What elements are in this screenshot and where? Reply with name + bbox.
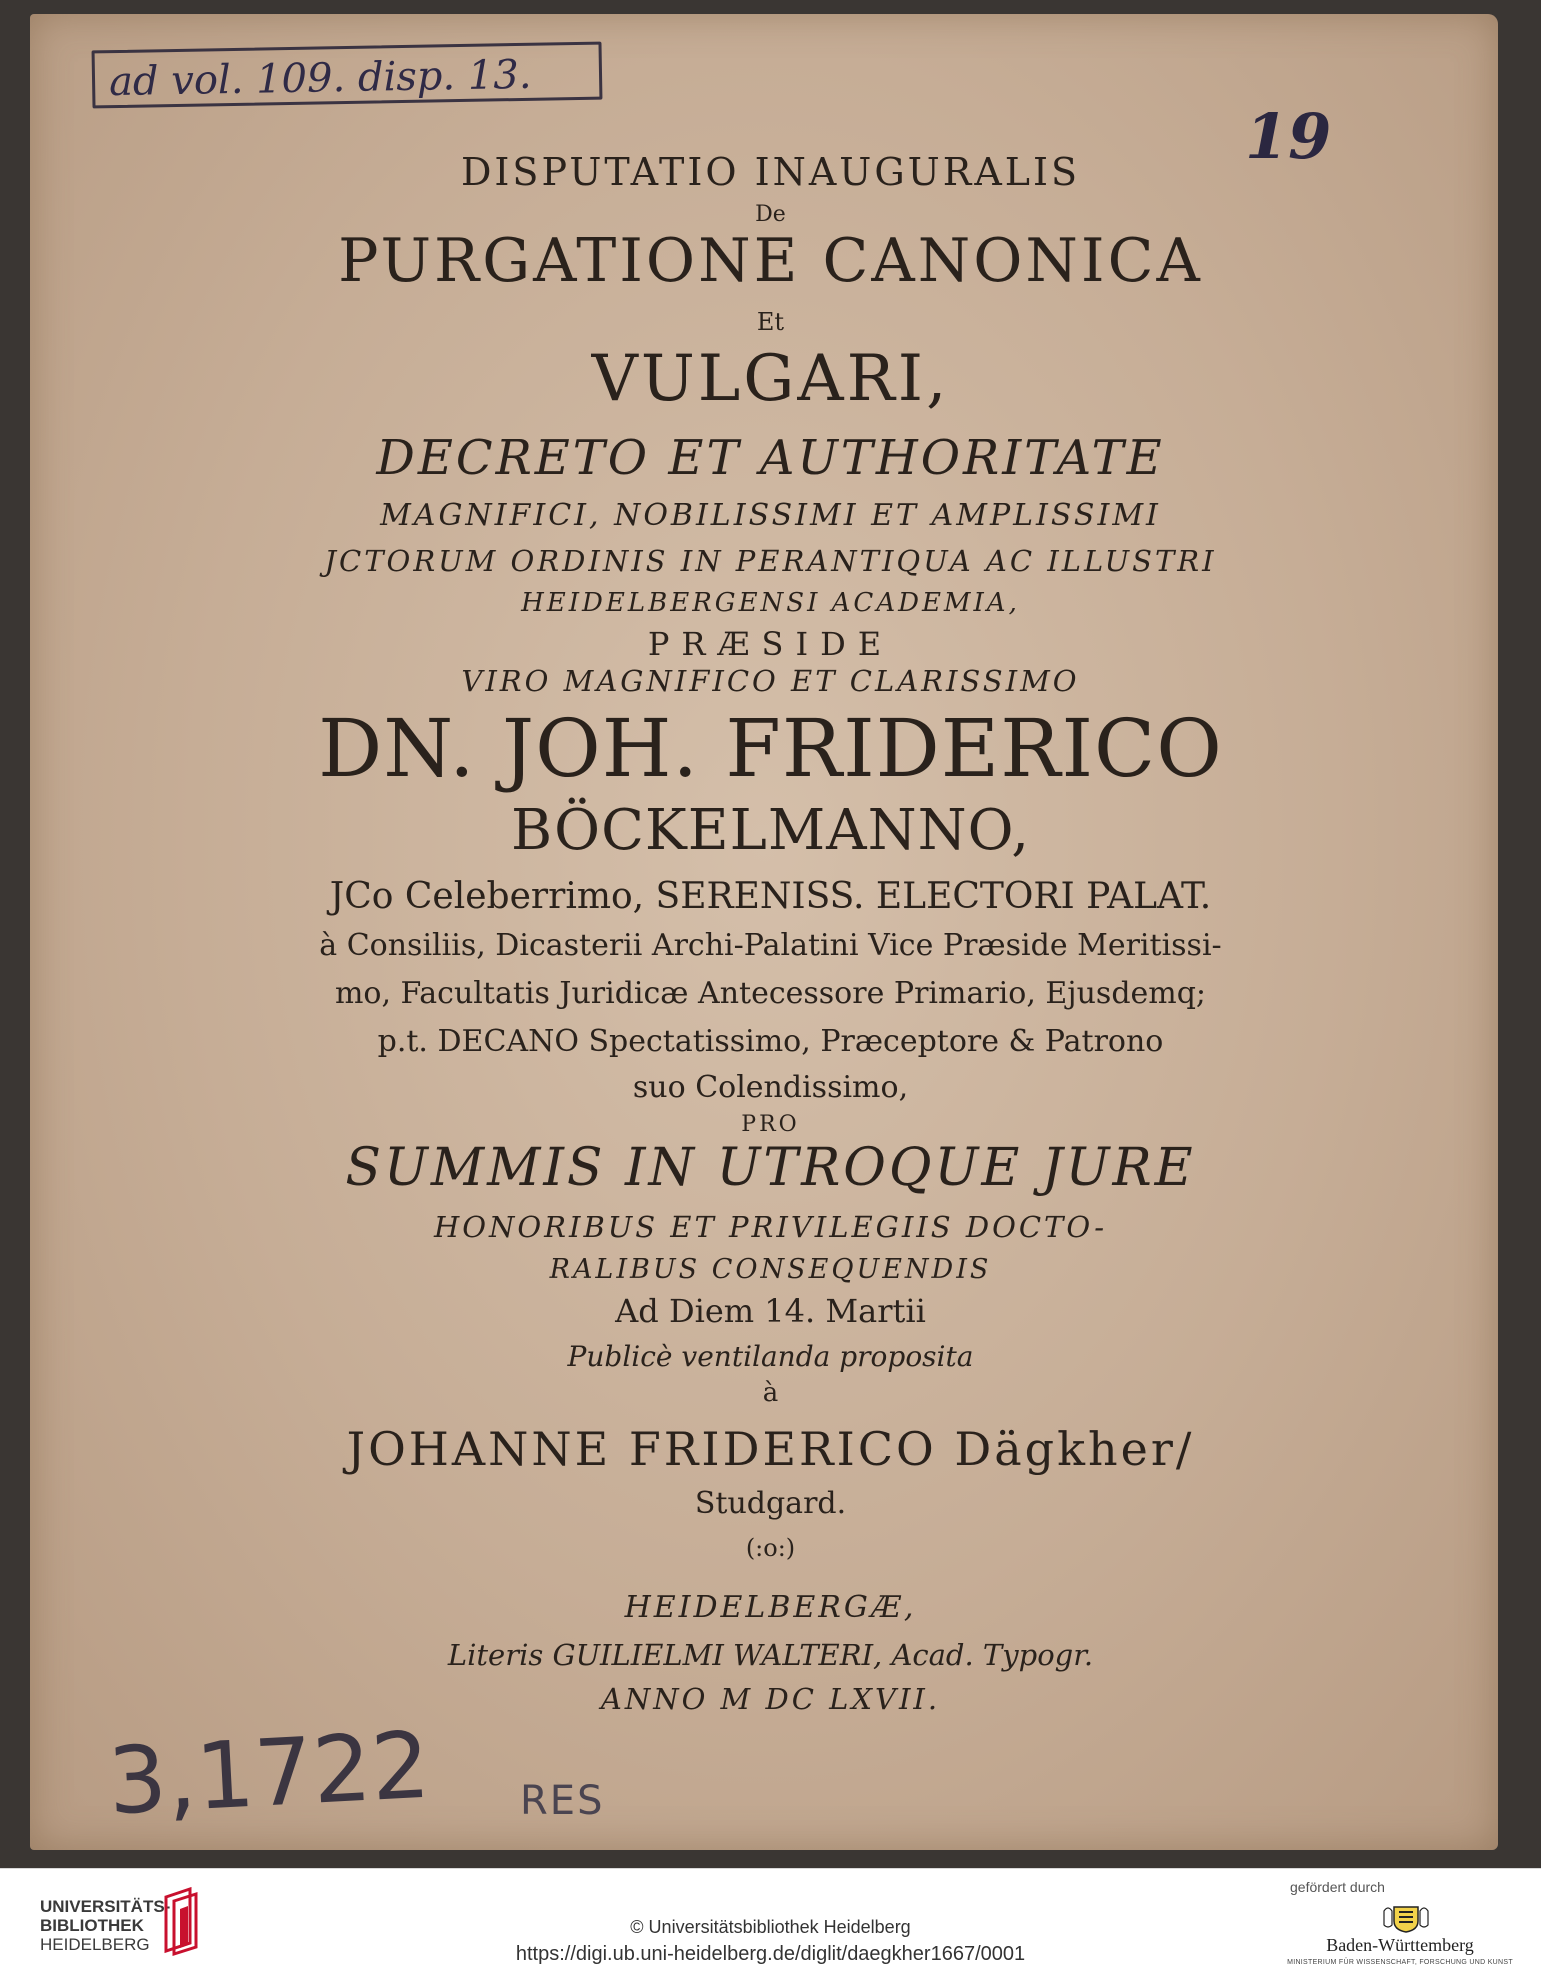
- title-line-praeside: PRÆSIDE: [647, 625, 894, 663]
- page-footer: [0, 1868, 1541, 1978]
- title-line-praeses-name: DN. JOH. FRIDERICO: [318, 702, 1223, 795]
- title-line-jctorum: JCTORUM ORDINIS IN PERANTIQUA AC ILLUSTRI: [324, 544, 1217, 578]
- title-line-facultatis: mo, Facultatis Juridicæ Antecessore Primario, Ejusdemq;: [334, 976, 1207, 1011]
- title-line-magnifici: MAGNIFICI, NOBILISSIMI ET AMPLISSIMI: [380, 498, 1161, 533]
- title-line-ad-diem: Ad Diem 14. Martii: [615, 1292, 926, 1330]
- title-line-boeckelmanno: BÖCKELMANNO,: [510, 798, 1031, 863]
- title-line-decano: p.t. DECANO Spectatissimo, Præceptore & Patrono: [377, 1024, 1164, 1059]
- copyright-notice: © Universitätsbibliothek Heidelberg: [630, 1917, 911, 1937]
- imprint-printer: Literis GUILIELMI WALTERI, Acad. Typogr.: [447, 1638, 1094, 1672]
- logo-line-2: BIBLIOTHEK: [40, 1916, 144, 1935]
- baden-wuerttemberg-crest-icon: [1380, 1903, 1432, 1933]
- title-line-studgard: Studgard.: [694, 1486, 847, 1521]
- ornament: (:o:): [745, 1534, 796, 1562]
- title-line-respondent: JOHANNE FRIDERICO Dägkher/: [346, 1422, 1195, 1476]
- imprint-year: ANNO M DC LXVII.: [600, 1682, 941, 1716]
- title-line-colendissimo: suo Colendissimo,: [632, 1070, 909, 1105]
- handwritten-shelfmark: 3,1722: [105, 1711, 433, 1836]
- title-line-de: De: [755, 202, 786, 227]
- funder-name: Baden-Württemberg: [1326, 1935, 1474, 1955]
- funder-ministry: MINISTERIUM FÜR WISSENSCHAFT, FORSCHUNG UND KUNST: [1287, 1959, 1513, 1966]
- title-line-purgatione: PURGATIONE CANONICA: [338, 226, 1203, 296]
- res-stamp: RES: [520, 1778, 605, 1824]
- handwritten-volume-reference: ad vol. 109. disp. 13.: [92, 42, 603, 109]
- funded-by-label: gefördert durch: [1290, 1879, 1385, 1895]
- title-line-viro: VIRO MAGNIFICO ET CLARISSIMO: [461, 664, 1080, 698]
- title-line-publice: Publicè ventilanda proposita: [567, 1340, 974, 1373]
- title-line-disputatio: DISPUTATIO INAUGURALIS: [460, 150, 1081, 194]
- title-line-vulgari: VULGARI,: [591, 342, 950, 416]
- title-line-jco: JCo Celeberrimo, SERENISS. ELECTORI PALAT.: [329, 876, 1212, 917]
- title-line-summis: SUMMIS IN UTROQUE JURE: [345, 1138, 1196, 1198]
- imprint-city: HEIDELBERGÆ,: [624, 1590, 917, 1625]
- title-line-consiliis: à Consiliis, Dicasterii Archi-Palatini Vice Præside Meritissi-: [319, 928, 1222, 963]
- title-line-heidelbergensi: HEIDELBERGENSI ACADEMIA,: [521, 588, 1020, 618]
- permalink-url[interactable]: https://digi.ub.uni-heidelberg.de/diglit/daegkher1667/0001: [515, 1943, 1026, 1965]
- title-line-et: Et: [756, 308, 785, 336]
- title-line-ralibus: RALIBUS CONSEQUENDIS: [549, 1254, 992, 1285]
- title-line-honoribus: HONORIBUS ET PRIVILEGIIS DOCTO-: [433, 1210, 1108, 1244]
- handwritten-page-number: 19: [1245, 100, 1332, 173]
- title-line-decreto: DECRETO ET AUTHORITATE: [376, 430, 1165, 486]
- title-line-a: à: [762, 1378, 779, 1408]
- logo-line-3: HEIDELBERG: [40, 1935, 150, 1954]
- logo-line-1: UNIVERSITÄTS-: [40, 1897, 171, 1916]
- title-line-pro: PRO: [741, 1112, 800, 1137]
